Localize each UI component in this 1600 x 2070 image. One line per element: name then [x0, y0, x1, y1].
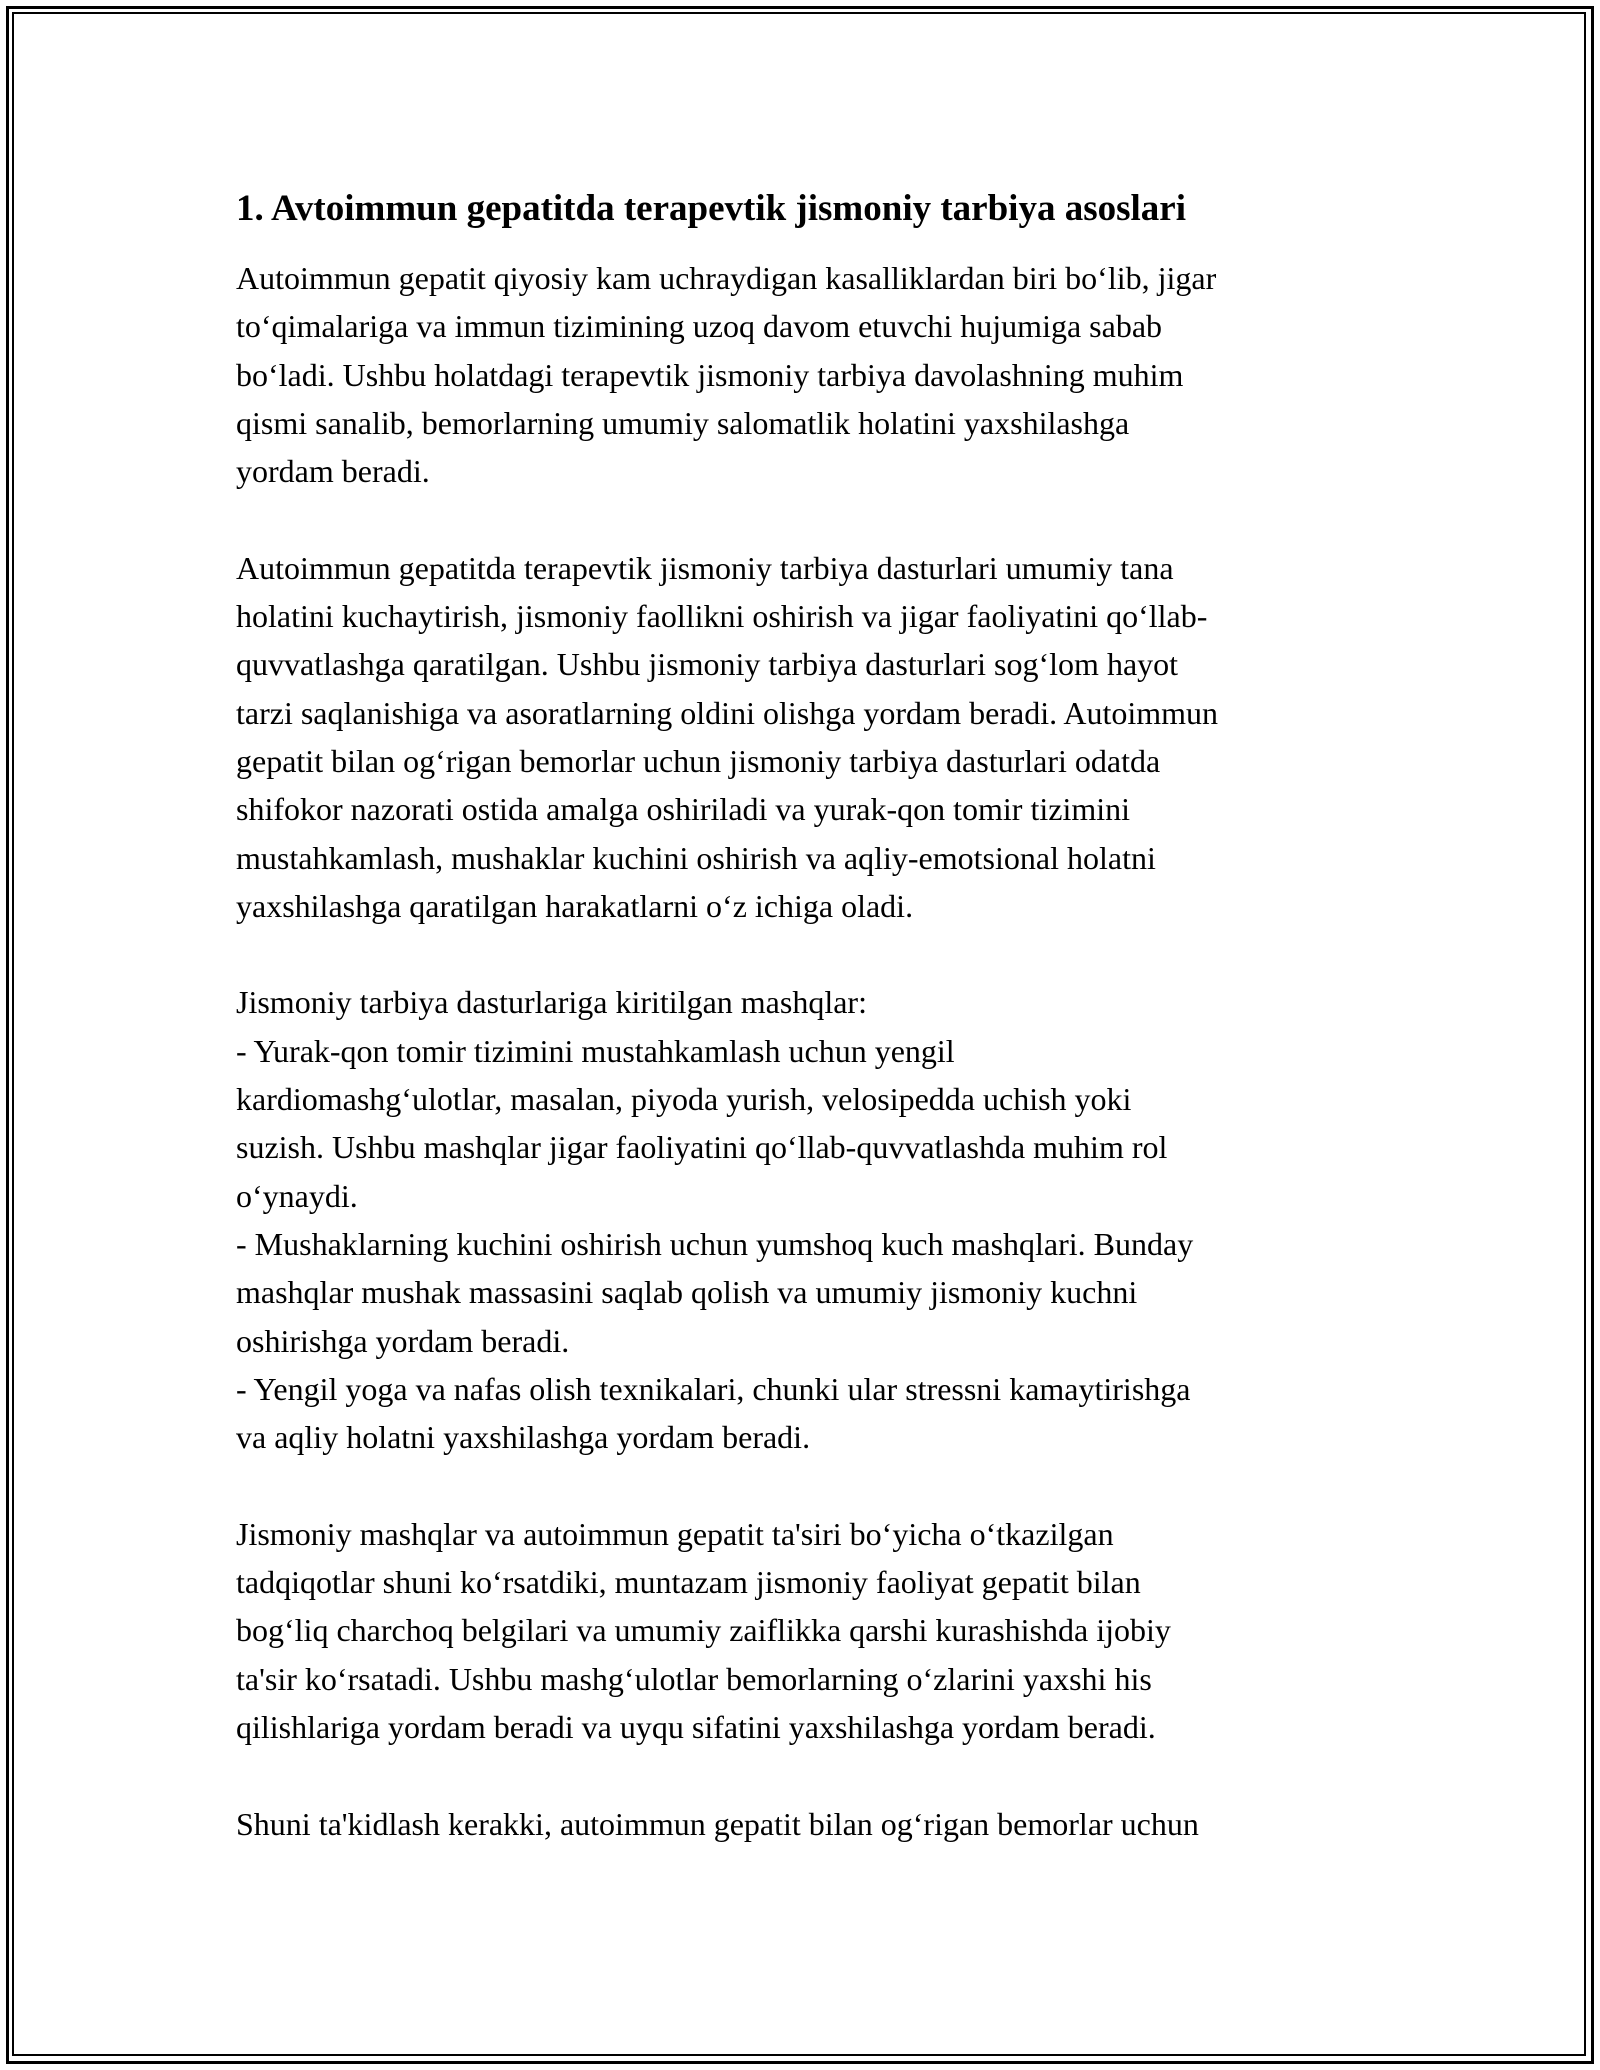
paragraph-note: [236, 1800, 1386, 1848]
text-line: gepatit bilan og‘rigan bemorlar uchun jismoniy tarbiya dasturlari odatda: [236, 742, 1161, 779]
text-line: qismi sanalib, bemorlarning umumiy salomatlik holatini yaxshilashga: [236, 404, 1130, 441]
text-line: Autoimmun gepatitda terapevtik jismoniy tarbiya dasturlari umumiy tana: [236, 549, 1174, 586]
text-line: - Mushaklarning kuchini oshirish uchun yumshoq kuch mashqlari. Bunday: [236, 1225, 1194, 1262]
text-line: bog‘liq charchoq belgilari va umumiy zaiflikka qarshi kurashishda ijobiy: [236, 1612, 1171, 1649]
paragraph-exercises-list: [236, 978, 1386, 1461]
text-line: holatini kuchaytirish, jismoniy faollikni oshirish va jigar faoliyatini qo‘llab-: [236, 598, 1208, 635]
text-line: yaxshilashga qaratilgan harakatlarni o‘z ichiga oladi.: [236, 887, 914, 924]
text-line: suzish. Ushbu mashqlar jigar faoliyatini qo‘llab-quvvatlashda muhim rol: [236, 1129, 1168, 1166]
text-line: shifokor nazorati ostida amalga oshiriladi va yurak-qon tomir tizimini: [236, 791, 1130, 828]
text-line: tadqiqotlar shuni ko‘rsatdiki, muntazam jismoniy faoliyat gepatit bilan: [236, 1564, 1141, 1601]
text-line: yordam beradi.: [236, 453, 430, 490]
section-heading: 1. Avtoimmun gepatitda terapevtik jismoniy tarbiya asoslari: [236, 188, 1186, 229]
text-line: oshirishga yordam beradi.: [236, 1322, 570, 1359]
text-line: kardiomashg‘ulotlar, masalan, piyoda yurish, velosipedda uchish yoki: [236, 1081, 1132, 1118]
text-line: ta'sir ko‘rsatadi. Ushbu mashg‘ulotlar bemorlarning o‘zlarini yaxshi his: [236, 1660, 1152, 1697]
text-line: - Yurak-qon tomir tizimini mustahkamlash uchun yengil: [236, 1032, 955, 1069]
text-line: to‘qimalariga va immun tizimining uzoq davom etuvchi hujumiga sabab: [236, 308, 1163, 345]
text-line: va aqliy holatni yaxshilashga yordam beradi.: [236, 1419, 811, 1456]
document-body: [236, 186, 1386, 1896]
text-line: tarzi saqlanishiga va asoratlarning oldini olishga yordam beradi. Autoimmun: [236, 694, 1218, 731]
text-line: mashqlar mushak massasini saqlab qolish va umumiy jismoniy kuchni: [236, 1274, 1138, 1311]
paragraph-programs: [236, 544, 1386, 930]
text-line: quvvatlashga qaratilgan. Ushbu jismoniy tarbiya dasturlari sog‘lom hayot: [236, 646, 1179, 683]
paragraph-research: [236, 1510, 1386, 1751]
text-line: - Yengil yoga va nafas olish texnikalari, chunki ular stressni kamaytirishga: [236, 1370, 1191, 1407]
text-line: o‘ynaydi.: [236, 1177, 358, 1214]
text-line: Jismoniy tarbiya dasturlariga kiritilgan mashqlar:: [236, 984, 867, 1021]
text-line: Autoimmun gepatit qiyosiy kam uchraydigan kasalliklardan biri bo‘lib, jigar: [236, 260, 1217, 296]
text-line: qilishlariga yordam beradi va uyqu sifatini yaxshilashga yordam beradi.: [236, 1708, 1156, 1745]
text-line: Jismoniy mashqlar va autoimmun gepatit ta'siri bo‘yicha o‘tkazilgan: [236, 1515, 1114, 1552]
text-line: Shuni ta'kidlash kerakki, autoimmun gepatit bilan og‘rigan bemorlar uchun: [236, 1805, 1199, 1842]
text-line: bo‘ladi. Ushbu holatdagi terapevtik jismoniy tarbiya davolashning muhim: [236, 356, 1184, 393]
paragraph-intro: [236, 254, 1386, 495]
text-line: mustahkamlash, mushaklar kuchini oshirish va aqliy-emotsional holatni: [236, 839, 1156, 876]
